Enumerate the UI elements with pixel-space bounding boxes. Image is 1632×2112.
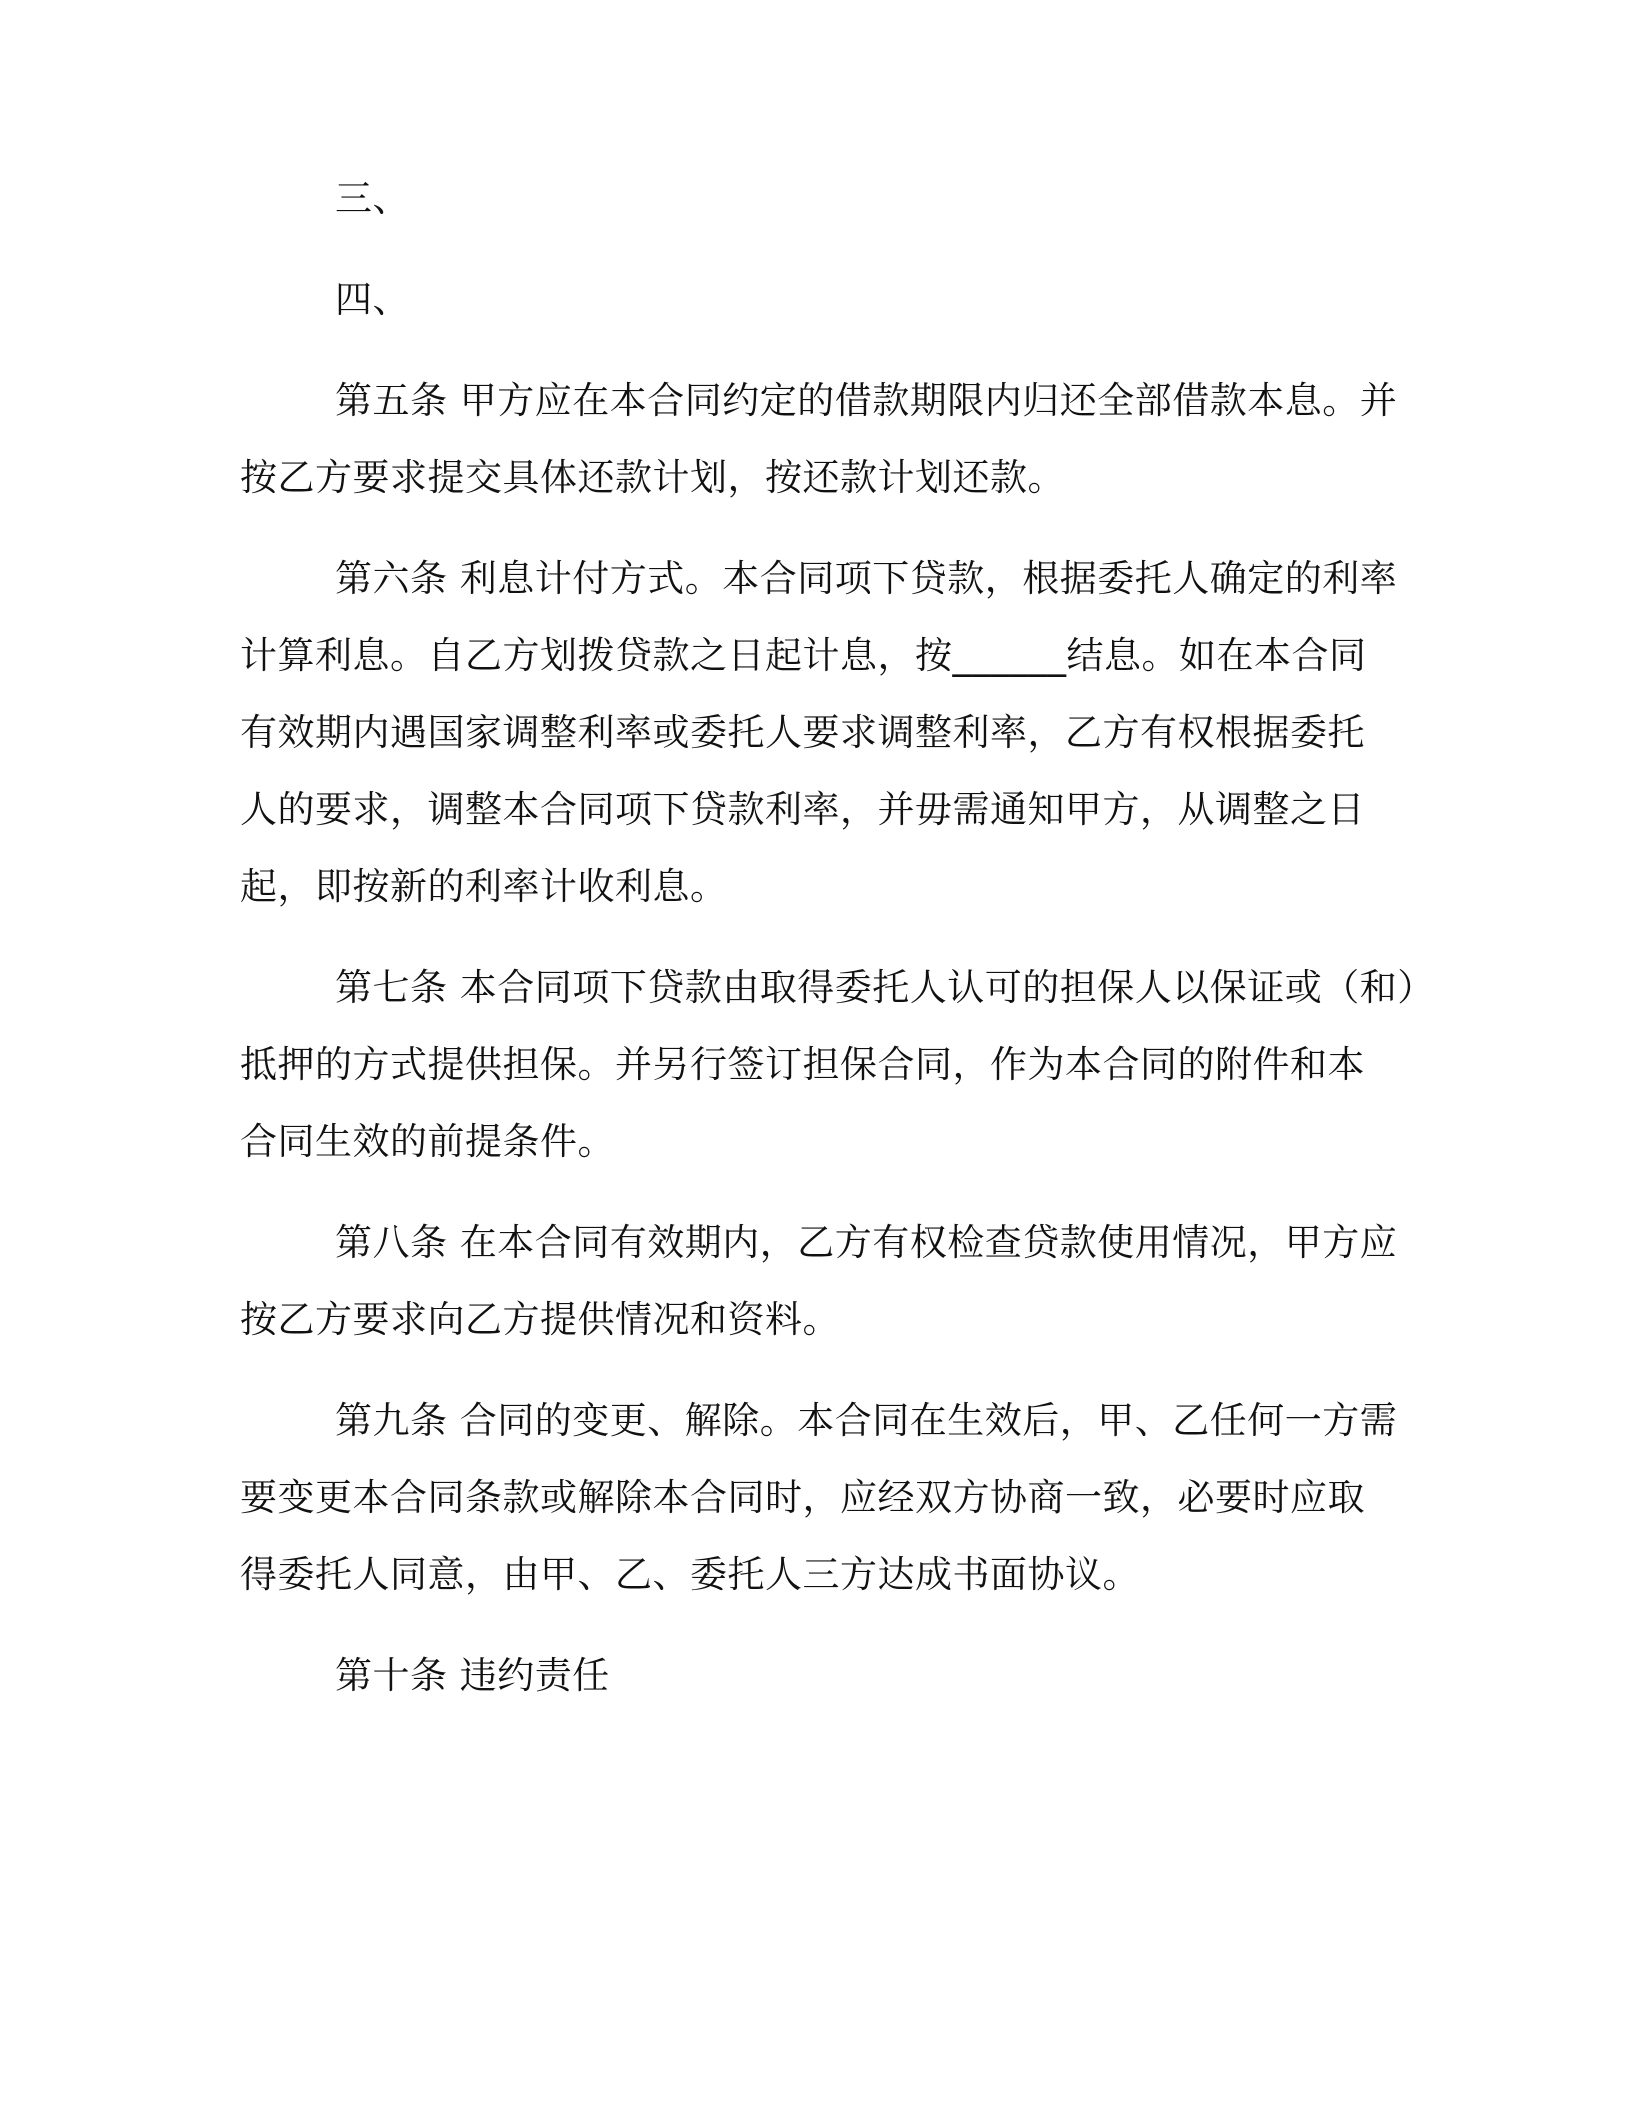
article-6-line-2: 计算利息。自乙方划拨贷款之日起计息，按______结息。如在本合同 [240, 634, 1367, 677]
article-7 [240, 949, 1435, 1180]
article-6 [240, 540, 1410, 925]
item-3-text: 三、 [335, 177, 410, 220]
article-5-line-1: 第五条 甲方应在本合同约定的借款期限内归还全部借款本息。并 [335, 379, 1398, 422]
item-3 [240, 160, 1410, 237]
item-4-text: 四、 [335, 278, 410, 321]
article-9-line-2: 要变更本合同条款或解除本合同时，应经双方协商一致，必要时应取 [240, 1476, 1365, 1519]
article-6-line-3: 有效期内遇国家调整利率或委托人要求调整利率，乙方有权根据委托 [240, 711, 1365, 754]
article-6-line-1: 第六条 利息计付方式。本合同项下贷款，根据委托人确定的利率 [335, 557, 1398, 600]
article-7-line-2: 抵押的方式提供担保。并另行签订担保合同，作为本合同的附件和本 [240, 1043, 1365, 1086]
article-9-line-1: 第九条 合同的变更、解除。本合同在生效后，甲、乙任何一方需 [335, 1399, 1398, 1442]
article-7-line-1: 第七条 本合同项下贷款由取得委托人认可的担保人以保证或（和） [335, 966, 1435, 1009]
item-4 [240, 261, 1410, 338]
article-6-line-4: 人的要求，调整本合同项下贷款利率，并毋需通知甲方，从调整之日 [240, 788, 1365, 831]
article-6-line-5: 起，即按新的利率计收利息。 [240, 865, 728, 908]
article-9 [240, 1382, 1410, 1613]
article-5 [240, 362, 1410, 516]
article-10-title: 第十条 违约责任 [335, 1654, 610, 1697]
article-8-line-1: 第八条 在本合同有效期内，乙方有权检查贷款使用情况，甲方应 [335, 1221, 1398, 1264]
article-10 [240, 1637, 1410, 1714]
article-8 [240, 1204, 1410, 1358]
article-7-line-3: 合同生效的前提条件。 [240, 1120, 615, 1163]
document-body [240, 160, 1435, 1738]
article-5-line-2: 按乙方要求提交具体还款计划，按还款计划还款。 [240, 456, 1065, 499]
article-9-line-3: 得委托人同意，由甲、乙、委托人三方达成书面协议。 [240, 1553, 1140, 1596]
article-8-line-2: 按乙方要求向乙方提供情况和资料。 [240, 1298, 840, 1341]
